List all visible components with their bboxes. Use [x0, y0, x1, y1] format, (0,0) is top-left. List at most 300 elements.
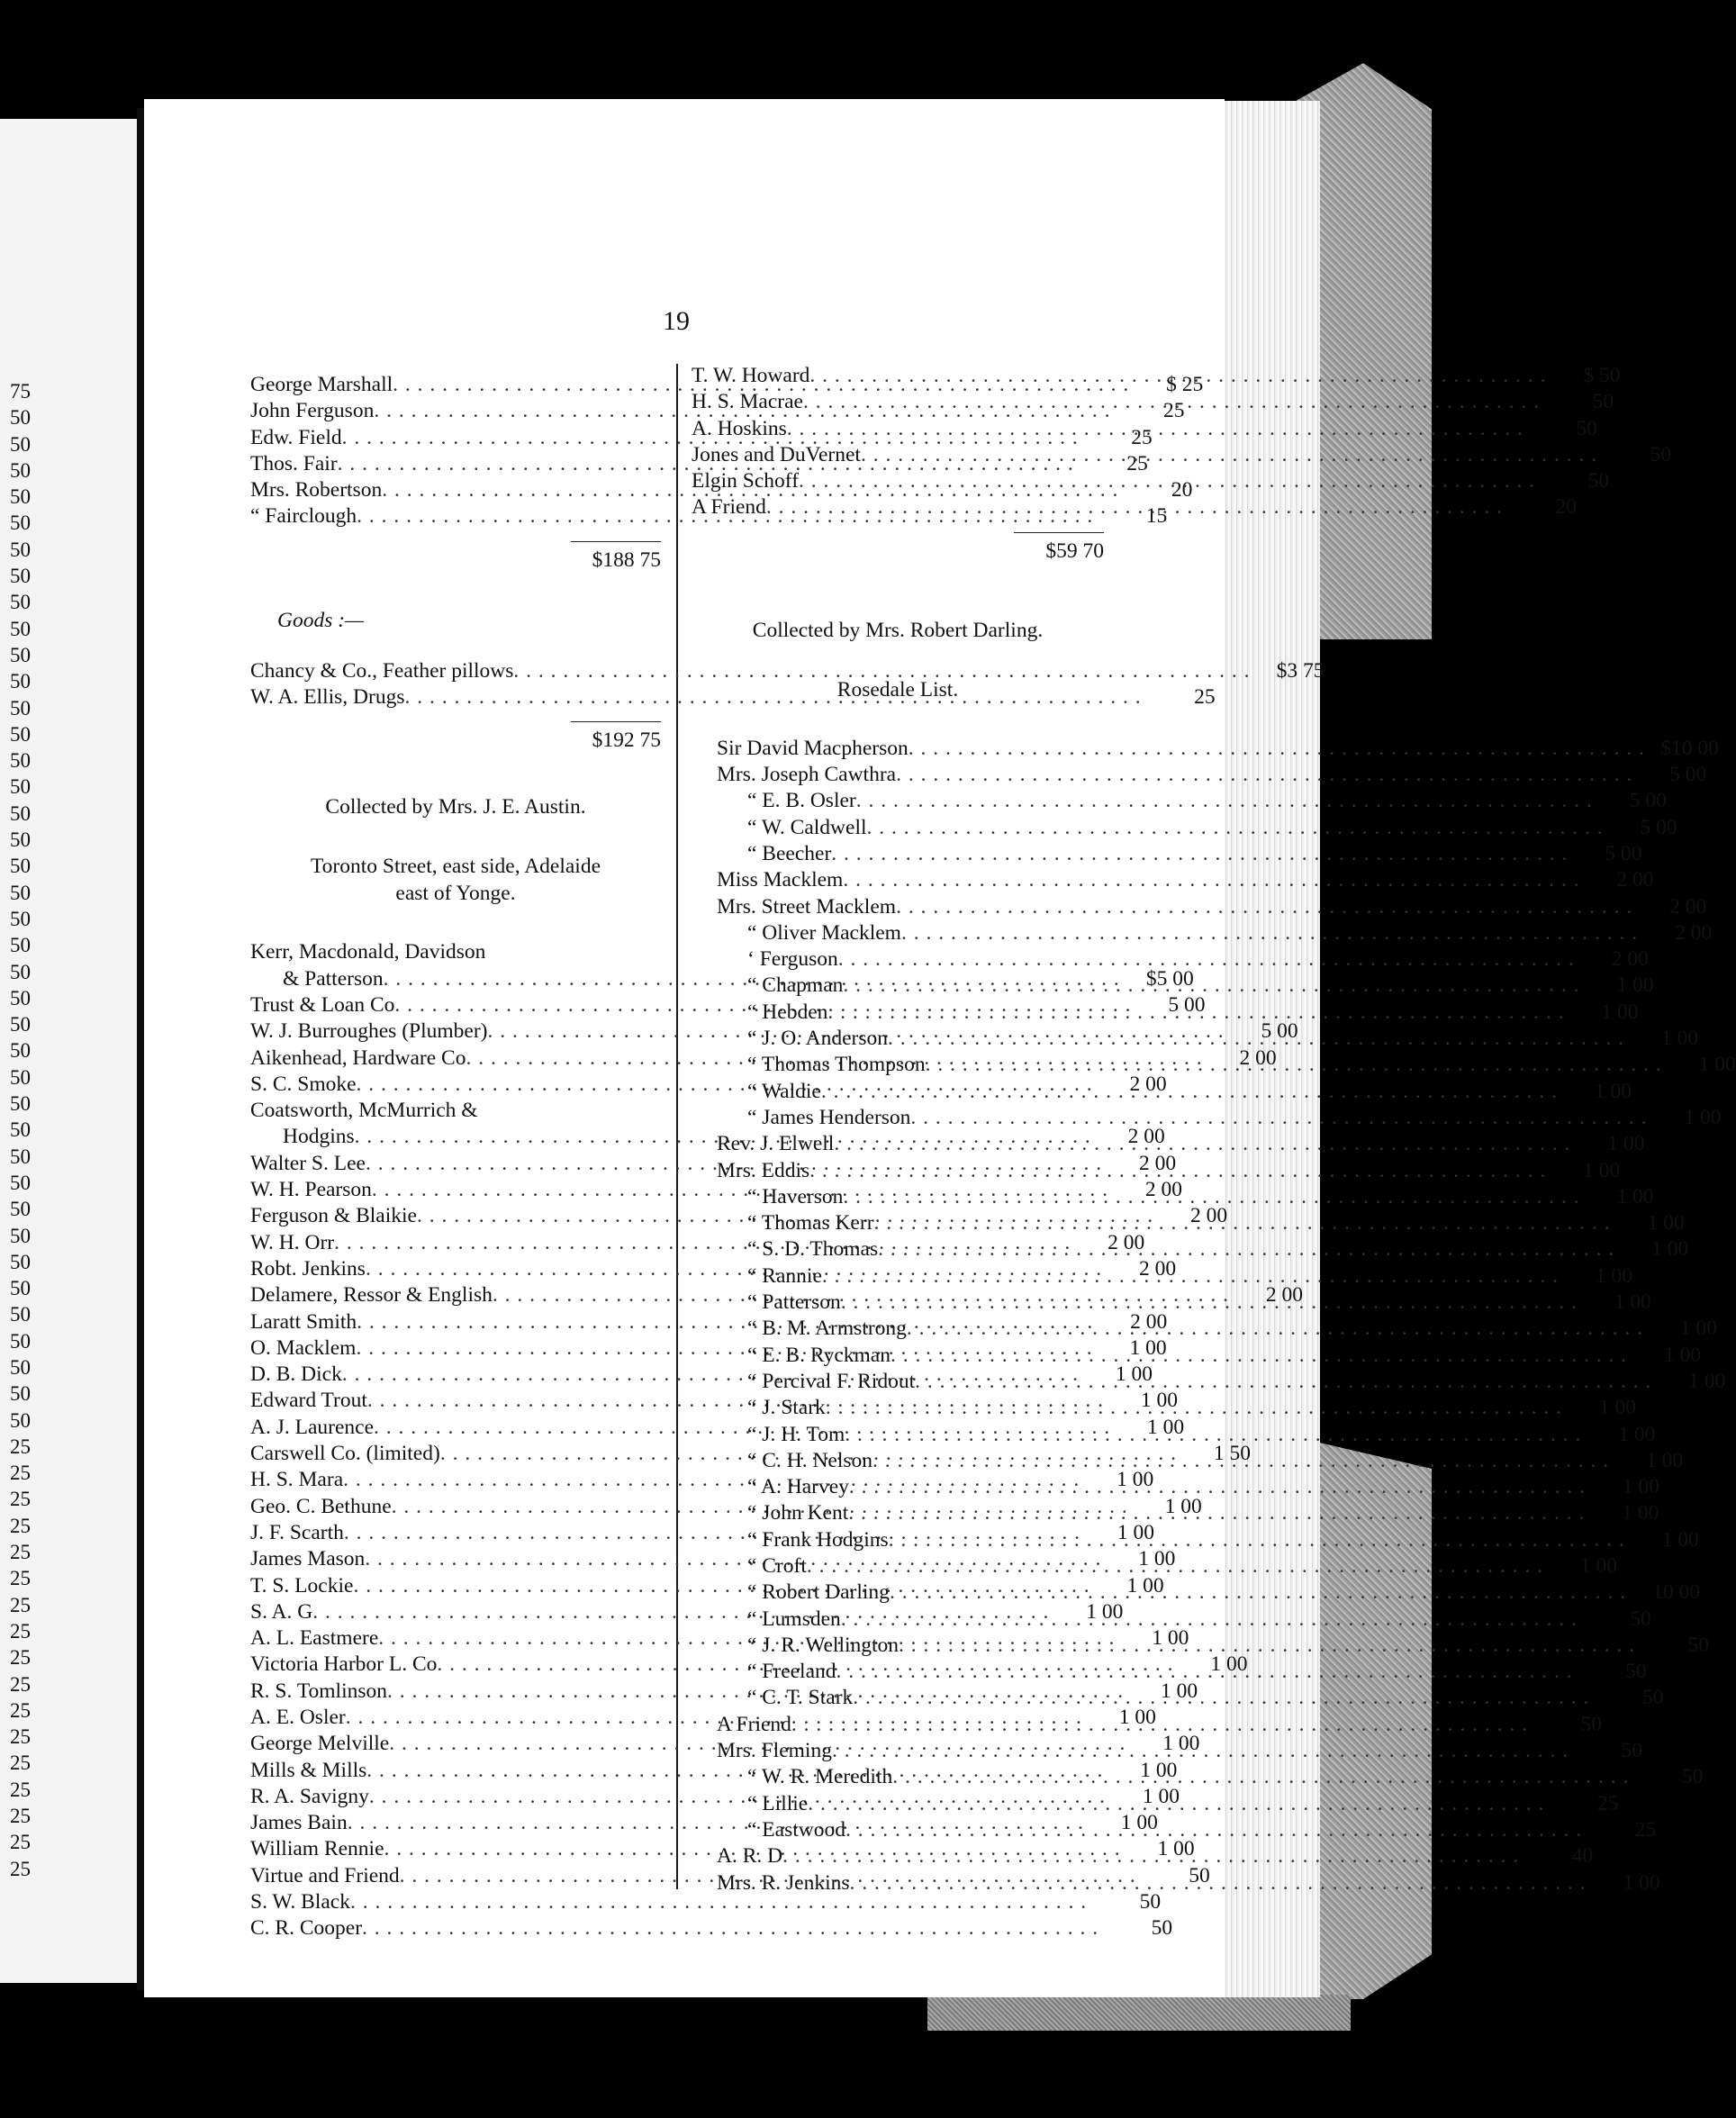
facing-page-amount: 25: [10, 1488, 31, 1511]
leader-dots: [848, 1500, 1585, 1526]
donation-amount: 1 00: [1117, 1520, 1154, 1544]
leader-dots: [896, 894, 1632, 920]
donor-name: J. F. Scarth: [250, 1520, 344, 1544]
donor-name: Mills & Mills: [250, 1758, 367, 1782]
donor-name: “ J. H. Tom: [747, 1422, 845, 1446]
donor-name: “ E. B. Osler: [747, 789, 856, 813]
leader-dots: [766, 494, 1503, 520]
leader-dots: [843, 973, 1579, 999]
donor-name: T. S. Lockie: [250, 1573, 354, 1598]
donation-amount: 20: [1171, 478, 1193, 502]
donor-name: H. S. Macrae: [692, 390, 803, 414]
donor-name: S. A. G: [250, 1599, 313, 1624]
leader-dots: [808, 1791, 1544, 1817]
donation-amount: 1 50: [1213, 1442, 1251, 1466]
donor-name: “ Lillie: [747, 1791, 809, 1815]
donation-amount: 50: [1687, 1633, 1710, 1657]
facing-page-amount: 50: [10, 670, 31, 693]
donation-row: [692, 841, 1642, 867]
leader-dots: [843, 867, 1579, 893]
donor-name: & Patterson: [283, 966, 384, 991]
facing-page-amount: 50: [10, 1013, 31, 1036]
leader-dots: [849, 1474, 1586, 1500]
facing-page-amount: 75: [10, 380, 31, 403]
leader-dots: [803, 389, 1540, 415]
leader-dots: [826, 1395, 1562, 1421]
donation-amount: 1 00: [1120, 1811, 1158, 1835]
donor-name: “ John Kent: [747, 1501, 849, 1525]
donation-amount: 5 00: [1669, 763, 1707, 787]
facing-page-amount: 25: [10, 1514, 31, 1537]
donation-row: [250, 939, 661, 965]
donor-name: Coatsworth, McMurrich &: [250, 1099, 478, 1123]
donation-amount: 1 00: [1140, 1758, 1178, 1782]
donation-amount: 2 00: [1189, 1204, 1228, 1228]
donor-name: “ Percival F. Ridout: [747, 1369, 916, 1393]
donation-row: [692, 1422, 1656, 1448]
donation-amount: 5 00: [1640, 815, 1677, 839]
donor-name: ‘ Ferguson: [747, 947, 838, 972]
leader-dots: [915, 1369, 1651, 1395]
leader-dots: [821, 1079, 1558, 1105]
donor-name: W. J. Burroughes (Plumber): [250, 1019, 488, 1044]
leader-dots: [909, 736, 1645, 762]
facing-page-amount: 50: [10, 960, 31, 983]
donor-name: “ W. R. Meredith: [747, 1765, 893, 1789]
leader-dots: [888, 1026, 1624, 1052]
facing-page-amount: 25: [10, 1646, 31, 1670]
facing-page-amount: 50: [10, 617, 31, 640]
donation-row: [692, 920, 1713, 946]
donation-amount: 10 00: [1652, 1580, 1701, 1605]
donation-row: [692, 1500, 1659, 1526]
donor-name: “ Chapman: [747, 973, 844, 998]
donor-name: Virtue and Friend: [250, 1863, 400, 1887]
facing-page-amount: 25: [10, 1805, 31, 1828]
donation-amount: 50: [1630, 1607, 1651, 1631]
donation-row: [692, 1343, 1702, 1369]
donor-name: C. R. Cooper: [250, 1916, 363, 1941]
donation-amount: 1 00: [1129, 1335, 1167, 1360]
donation-row: [692, 867, 1654, 893]
donation-amount: 1 00: [1152, 1626, 1189, 1651]
donation-amount: 2 00: [1144, 1178, 1183, 1202]
donor-name: A. R. D: [717, 1844, 783, 1869]
donor-name: Mrs. Joseph Cawthra: [717, 763, 897, 787]
donation-amount: 2 00: [1239, 1045, 1277, 1070]
donation-amount: 2 00: [1127, 1125, 1165, 1149]
donation-row: [692, 1527, 1699, 1553]
donor-name: T. W. Howard: [692, 364, 810, 387]
donor-name: “ J. R. Wellington: [747, 1633, 900, 1657]
donor-name: A Friend: [717, 1712, 791, 1736]
facing-page-amount-column: [0, 378, 31, 1882]
donor-name: “ Eastwood: [747, 1817, 845, 1842]
donation-row: [692, 1553, 1618, 1579]
facing-page-amount: 50: [10, 749, 31, 773]
donor-name: “ B. M. Armstrong: [747, 1317, 907, 1341]
donation-amount: $5 00: [1145, 966, 1194, 991]
leader-dots: [834, 1131, 1570, 1157]
donation-amount: 50: [1592, 390, 1614, 414]
facing-page-amount: 50: [10, 1303, 31, 1326]
facing-page-amount: 25: [10, 1698, 31, 1722]
facing-page-amount: 50: [10, 722, 31, 746]
leader-dots: [791, 1712, 1528, 1738]
donor-name: Hodgins: [283, 1125, 355, 1149]
leader-dots: [799, 468, 1535, 494]
donor-name: “ J. Stark: [747, 1396, 826, 1420]
donation-amount: 1 00: [1594, 1079, 1632, 1103]
donor-name: A. L. Eastmere: [250, 1626, 379, 1651]
facing-page-amount: 50: [10, 881, 31, 904]
leader-dots: [362, 1915, 1099, 1942]
subtotal: [692, 532, 1104, 584]
leader-dots: [841, 1290, 1578, 1316]
leader-dots: [827, 1000, 1564, 1026]
leader-dots: [878, 1236, 1614, 1263]
donor-name: William Rennie: [250, 1837, 384, 1861]
donation-amount: 1 00: [1663, 1343, 1702, 1367]
leader-dots: [845, 1422, 1581, 1448]
facing-page-amount: 25: [10, 1541, 31, 1564]
donor-name: A. E. Osler: [250, 1705, 346, 1729]
donor-name: “ Freeland: [747, 1660, 836, 1684]
donation-row: [692, 894, 1707, 920]
facing-page-amount: 50: [10, 1198, 31, 1221]
donation-row: [692, 1474, 1660, 1500]
donation-amount: 50: [1189, 1863, 1210, 1887]
donor-name: John Ferguson: [250, 399, 375, 423]
donor-name: Edw. Field: [250, 425, 342, 449]
donation-amount: 50: [1681, 1765, 1704, 1789]
donation-amount: 50: [1641, 1686, 1664, 1710]
donation-amount: 1 00: [1661, 1527, 1699, 1552]
donation-amount: 25: [1596, 1791, 1619, 1815]
leader-dots: [901, 920, 1638, 946]
page-number: 19: [663, 306, 690, 336]
donation-amount: 1 00: [1161, 1679, 1198, 1703]
donation-row: [250, 1098, 661, 1124]
donor-name: S. C. Smoke: [250, 1072, 357, 1096]
donation-amount: 50: [1151, 1916, 1173, 1941]
donor-name: Miss Macklem: [717, 868, 844, 892]
facing-page-amount: 50: [10, 565, 31, 588]
facing-page-amount: 25: [10, 1751, 31, 1775]
donation-row: [692, 762, 1707, 788]
donation-amount: 2 00: [1138, 1151, 1177, 1175]
facing-page-amount: 50: [10, 1250, 31, 1273]
book-cover-cloth: [927, 1995, 1351, 2031]
facing-page-amount: 25: [10, 1462, 31, 1485]
donor-name: “ Hebden: [747, 1000, 828, 1024]
leader-dots: [861, 442, 1597, 468]
donor-name: A Friend: [692, 495, 766, 520]
leader-dots: [892, 1764, 1629, 1790]
facing-page-amount: 50: [10, 485, 31, 509]
donor-name: “ J. O. Anderson: [747, 1027, 888, 1051]
donation-row: [692, 1369, 1726, 1395]
subtotal-value: $192 75: [592, 729, 661, 753]
donor-name: Sir David Macpherson: [717, 736, 909, 760]
facing-page-amount: 50: [10, 855, 31, 878]
leader-dots: [907, 1316, 1643, 1342]
donation-amount: 15: [1145, 504, 1168, 529]
leader-dots: [822, 1263, 1559, 1290]
donor-name: “ Robert Darling: [747, 1580, 890, 1605]
donation-row: [692, 815, 1677, 841]
donor-name: Robt. Jenkins: [250, 1256, 366, 1281]
leader-dots: [889, 1527, 1625, 1553]
donor-name: Mrs. Street Macklem: [717, 894, 897, 919]
facing-page-amount: 25: [10, 1778, 31, 1801]
facing-page-amount: 50: [10, 1145, 31, 1168]
facing-page-amount: 25: [10, 1567, 31, 1590]
donation-amount: 1 00: [1616, 973, 1654, 998]
donor-name: Geo. C. Bethune: [250, 1494, 392, 1518]
donation-amount: 1 00: [1142, 1784, 1180, 1808]
donation-amount: 1 00: [1688, 1369, 1726, 1393]
facing-page-amount: 50: [10, 1171, 31, 1194]
facing-page-amount: 50: [10, 1039, 31, 1063]
facing-page: [0, 119, 137, 1983]
donation-amount: 25: [1634, 1817, 1657, 1842]
facing-page-amount: 25: [10, 1672, 31, 1696]
facing-page-amount: 25: [10, 1435, 31, 1458]
donor-name: R. S. Tomlinson: [250, 1679, 388, 1703]
facing-page-amount: 50: [10, 1408, 31, 1432]
donation-amount: 1 00: [1583, 1158, 1621, 1182]
leader-dots: [831, 841, 1568, 867]
facing-page-amount: 50: [10, 591, 31, 614]
donor-name: H. S. Mara: [250, 1468, 344, 1492]
leader-dots: [867, 815, 1604, 841]
donor-name: “ Waldie: [747, 1079, 821, 1103]
donation-amount: 1 00: [1622, 1501, 1659, 1525]
facing-page-amount: 50: [10, 643, 31, 666]
donation-amount: 25: [1126, 451, 1148, 475]
donor-name: Chancy & Co., Feather pillows: [250, 658, 514, 683]
donor-name: Ferguson & Blaikie: [250, 1204, 417, 1228]
subtotal: [250, 721, 661, 774]
donor-name: Edward Trout: [250, 1389, 367, 1413]
donation-amount: 1 00: [1601, 1000, 1639, 1024]
donor-name: George Marshall: [250, 373, 393, 396]
donation-amount: 1 00: [1140, 1389, 1179, 1413]
donation-amount: 1 00: [1118, 1705, 1156, 1729]
donation-amount: 50: [1580, 1712, 1603, 1736]
donor-name: “ Lumsden: [747, 1607, 841, 1631]
facing-page-amount: 50: [10, 1065, 31, 1089]
donation-amount: 25: [1162, 399, 1185, 423]
donation-amount: 2 00: [1129, 1072, 1167, 1096]
donation-amount: 1 00: [1616, 1184, 1654, 1208]
donation-row: [692, 736, 1719, 762]
leader-dots: [807, 1553, 1543, 1579]
facing-page-amount: 50: [10, 907, 31, 930]
donation-amount: $10 00: [1660, 736, 1719, 760]
donation-row: [692, 1105, 1722, 1131]
leader-dots: [836, 1659, 1573, 1685]
donation-amount: 40: [1571, 1844, 1594, 1869]
donation-row: [692, 946, 1649, 973]
subtotal-value: $59 70: [1045, 539, 1104, 563]
donor-name: Walter S. Lee: [250, 1151, 366, 1175]
donation-amount: 2 00: [1265, 1283, 1304, 1308]
donor-name: Aikenhead, Hardware Co: [250, 1045, 466, 1070]
donation-amount: 1 00: [1684, 1105, 1722, 1129]
donor-name: W. H. Orr: [250, 1230, 335, 1254]
leader-dots: [841, 1607, 1578, 1633]
donor-name: “ C. H. Nelson: [747, 1448, 873, 1472]
facing-page-amount: 50: [10, 511, 31, 535]
leader-dots: [910, 1105, 1647, 1131]
donation-row: [692, 788, 1667, 814]
donor-name: “ Fairclough: [250, 504, 357, 529]
facing-page-amount: 50: [10, 775, 31, 799]
donation-amount: 1 00: [1210, 1652, 1248, 1677]
donation-amount: 1 00: [1117, 1468, 1154, 1492]
donation-amount: 2 00: [1674, 920, 1713, 945]
facing-page-amount: 50: [10, 1382, 31, 1406]
leader-dots: [890, 1579, 1626, 1606]
facing-page-amount: 50: [10, 934, 31, 957]
donor-name: Mrs. Fleming: [717, 1739, 832, 1763]
donation-amount: 2 00: [1616, 868, 1654, 892]
donor-name: George Melville: [250, 1732, 390, 1756]
donor-name: “ Croft: [747, 1553, 807, 1578]
donation-amount: 1 00: [1086, 1599, 1124, 1624]
facing-page-amount: 50: [10, 828, 31, 852]
donor-name: “ Thomas Kerr: [747, 1211, 874, 1236]
donor-name: Thos. Fair: [250, 451, 338, 475]
facing-page-amount: 50: [10, 1092, 31, 1116]
collector-heading: Collected by Mrs. J. E. Austin.: [325, 795, 586, 819]
facing-page-amount: 25: [10, 1831, 31, 1854]
donation-amount: 5 00: [1629, 789, 1667, 813]
leader-dots: [891, 1343, 1627, 1369]
donation-amount: 5 00: [1261, 1019, 1298, 1044]
donor-name: Trust & Loan Co: [250, 992, 395, 1017]
facing-page-amount: 25: [10, 1725, 31, 1749]
leader-dots: [809, 363, 1546, 389]
donor-name: Kerr, Macdonald, Davidson: [250, 940, 486, 964]
donation-amount: 1 00: [1618, 1422, 1656, 1446]
donor-name: Mrs. Robertson: [250, 478, 383, 502]
facing-page-amount: 50: [10, 696, 31, 720]
donation-row: [250, 1889, 1162, 1915]
donation-amount: 25: [1194, 685, 1216, 710]
donation-amount: 2 00: [1669, 894, 1707, 919]
area-heading-line1: Toronto Street, east side, Adelaide: [310, 855, 601, 879]
donation-amount: 1 00: [1138, 1547, 1176, 1571]
donation-row: [250, 658, 1325, 684]
donor-name: Mrs. Eddis: [717, 1158, 810, 1182]
donor-name: “ Oliver Macklem: [747, 920, 901, 945]
facing-page-amount: 50: [10, 1118, 31, 1142]
donation-amount: 1 00: [1646, 1448, 1684, 1472]
leader-dots: [809, 1158, 1546, 1184]
donation-amount: 1 00: [1162, 1732, 1200, 1756]
donation-amount: 1 00: [1164, 1494, 1202, 1518]
donor-name: Mrs. R. Jenkins: [717, 1870, 850, 1895]
donation-amount: 2 00: [1108, 1230, 1145, 1254]
donor-name: “ A. Harvey: [747, 1475, 849, 1499]
donor-name: “ Beecher: [747, 841, 832, 865]
donation-amount: 1 00: [1623, 1870, 1660, 1895]
donor-name: “ W. Caldwell: [747, 815, 867, 839]
donation-amount: 2 00: [1138, 1256, 1177, 1281]
donor-name: O. Macklem: [250, 1335, 357, 1360]
donor-name: James Mason: [250, 1547, 366, 1571]
donation-amount: 1 00: [1661, 1027, 1699, 1051]
goods-heading: Goods :—: [277, 608, 364, 632]
donation-amount: 25: [1131, 425, 1153, 449]
donation-amount: 50: [1587, 469, 1610, 493]
area-heading-line2: east of Yonge.: [395, 882, 516, 906]
donor-name: “ S. D. Thomas: [747, 1237, 879, 1262]
leader-dots: [873, 1448, 1609, 1474]
donation-amount: 1 00: [1126, 1573, 1164, 1598]
donation-amount: 50: [1139, 1890, 1162, 1914]
facing-page-amount: 25: [10, 1593, 31, 1616]
leader-dots: [845, 1817, 1582, 1843]
leader-dots: [856, 788, 1593, 814]
donor-name: W. A. Ellis, Drugs: [250, 685, 405, 710]
donation-row: [692, 1579, 1701, 1606]
donor-name: Delamere, Ressor & English: [250, 1283, 493, 1308]
leader-dots: [787, 416, 1524, 442]
leader-dots: [853, 1685, 1589, 1711]
donor-name: Elgin Schoff: [692, 469, 800, 493]
facing-page-amount: 50: [10, 801, 31, 825]
leader-dots: [899, 1633, 1635, 1659]
facing-page-amount: 50: [10, 1355, 31, 1379]
donation-amount: $ 50: [1583, 364, 1621, 387]
donation-amount: 1 00: [1614, 1290, 1651, 1315]
leader-dots: [782, 1843, 1519, 1869]
donor-name: “ Frank Hodgins: [747, 1527, 889, 1552]
donor-name: Rev. J. Elwell: [717, 1132, 835, 1156]
donor-name: “ C. T. Stark: [747, 1686, 854, 1710]
donation-amount: 1 00: [1579, 1553, 1618, 1578]
leader-dots: [874, 1210, 1611, 1236]
leader-dots: [832, 1738, 1569, 1764]
leader-dots: [838, 946, 1575, 973]
donor-name: “ Patterson: [747, 1290, 841, 1315]
donation-amount: 1 00: [1651, 1237, 1689, 1262]
facing-page-amount: 50: [10, 538, 31, 561]
donation-amount: 1 00: [1622, 1475, 1660, 1499]
donation-amount: 1 00: [1147, 1415, 1185, 1439]
donor-name: Laratt Smith: [250, 1309, 357, 1334]
facing-page-amount: 50: [10, 1329, 31, 1353]
donor-name: James Bain: [250, 1811, 348, 1835]
donation-amount: 50: [1621, 1739, 1643, 1763]
facing-page-amount: 50: [10, 458, 31, 482]
donor-name: A. J. Laurence: [250, 1415, 375, 1439]
donor-name: “ Rannie: [747, 1263, 822, 1288]
donation-amount: 1 00: [1607, 1132, 1645, 1156]
donor-name: S. W. Black: [250, 1890, 350, 1914]
subtotal-value: $188 75: [592, 548, 661, 572]
leader-dots: [843, 1184, 1579, 1210]
donation-amount: 50: [1650, 442, 1672, 466]
donation-amount: 5 00: [1605, 841, 1642, 865]
donation-amount: 1 00: [1598, 1396, 1636, 1420]
donor-name: “ Thomas Thompson: [747, 1053, 926, 1077]
donation-amount: $ 25: [1166, 373, 1204, 396]
